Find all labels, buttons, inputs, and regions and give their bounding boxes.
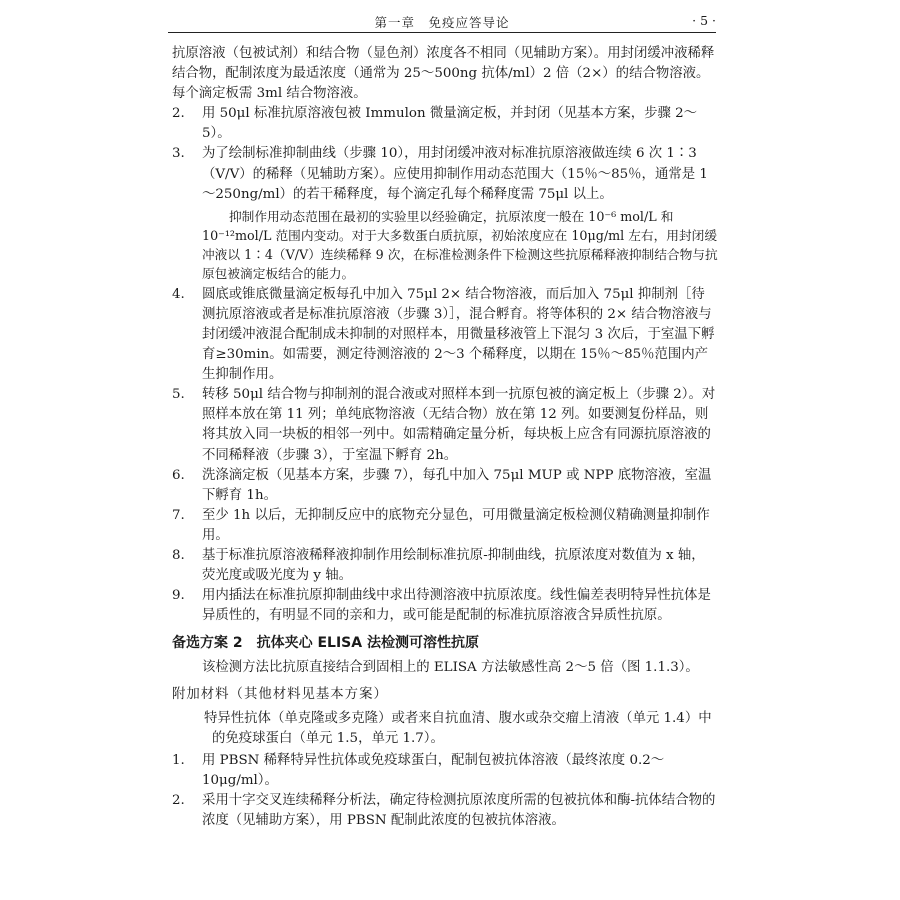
material-entry: 特异性抗体（单克隆或多克隆）或者来自抗血清、腹水或杂交瘤上清液（单元 1.4）中的免疫球蛋白（单元 1.5，单元 1.7）。	[204, 710, 712, 746]
alt-step-2	[172, 791, 718, 831]
step-number: 7.	[172, 507, 185, 523]
page-number: · 5 ·	[692, 13, 716, 28]
step-number: 8.	[172, 547, 185, 563]
running-header	[168, 10, 716, 33]
continued-paragraph: 抗原溶液（包被试剂）和结合物（显色剂）浓度各不相同（见辅助方案）。用封闭缓冲液稀释结合物，配制浓度为最适浓度（通常为 25～500ng 抗体/ml）2 倍（2×）的结合物溶液。每个滴定板需 3ml 结合物溶液。	[172, 46, 715, 102]
step-2	[172, 104, 718, 144]
step-text: 用 50μl 标准抗原溶液包被 Immulon 微量滴定板，并封闭（见基本方案，步骤 2～5）。	[202, 106, 698, 142]
step-number: 4.	[172, 286, 185, 302]
step-number: 9.	[172, 588, 185, 604]
step-4	[172, 285, 718, 385]
step-text: 采用十字交叉连续稀释分析法，确定待检测抗原浓度所需的包被抗体和酶-抗体结合物的浓度（见辅助方案），用 PBSN 配制此浓度的包被抗体溶液。	[202, 793, 716, 829]
step-6	[172, 466, 718, 506]
section-intro: 该检测方法比抗原直接结合到固相上的 ELISA 方法敏感性高 2～5 倍（图 1.1.3）。	[202, 660, 699, 676]
step-text: 至少 1h 以后，无抑制反应中的底物充分显色，可用微量滴定板检测仪精确测量抑制作用。	[202, 507, 710, 543]
step-text: 用 PBSN 稀释特异性抗体或免疫球蛋白，配制包被抗体溶液（最终浓度 0.2～10μg/ml）。	[202, 752, 665, 788]
step-3	[172, 144, 718, 204]
step-5	[172, 385, 718, 465]
step-text: 洗涤滴定板（见基本方案，步骤 7），每孔中加入 75μl MUP 或 NPP 底物溶液，室温下孵育 1h。	[202, 467, 712, 503]
section-heading: 备选方案 2 抗体夹心 ELISA 法检测可溶性抗原	[172, 635, 479, 652]
materials-subheading: 附加材料（其他材料见基本方案）	[172, 686, 388, 702]
step-text: 转移 50μl 结合物与抑制剂的混合液或对照样本到一抗原包被的滴定板上（步骤 2）。对照样本放在第 11 列；单纯底物溶液（无结合物）放在第 12 列。如要测复份样品，则将其放入同一块板的相邻一列中。如需精确定量分析，每块板上应含有同源抗原溶液的不同稀释液（步骤 3），于室温下孵育 2h。	[202, 387, 716, 463]
commentary-note: 抑制作用动态范围在最初的实验里以经验确定，抗原浓度一般在 10⁻⁶ mol/L 和 10⁻¹²mol/L 范围内变动。对于大多数蛋白质抗原，初始浓度应在 10μg/ml 左右，用封闭缓冲液以 1∶4（V/V）连续稀释 9 次，在标准检测条件下检测这些抗原稀释液抑制结合物与抗原包被滴定板结合的能力。	[202, 208, 718, 281]
step-text: 基于标准抗原溶液稀释液抑制作用绘制标准抗原-抑制曲线，抗原浓度对数值为 x 轴，荧光度或吸光度为 y 轴。	[202, 547, 705, 584]
step-text: 圆底或锥底微量滴定板每孔中加入 75μl 2× 结合物溶液，而后加入 75μl 抑制剂［待测抗原溶液或者是标准抗原溶液（步骤 3）］，混合孵育。将等体积的 2× 结合物溶液与封闭缓冲液混合配制成未抑制的对照样本，用微量移液管上下混匀 3 次后，于室温下孵育≥30min。如需要，测定待测溶液的 2～3 个稀释度，以期在 15％～85％范围内产生抑制作用。	[202, 286, 715, 383]
alt-step-1	[172, 751, 718, 791]
step-number: 1.	[172, 752, 185, 768]
step-9	[172, 586, 718, 626]
step-number: 6.	[172, 467, 185, 483]
main-content	[172, 44, 718, 831]
step-number: 2.	[172, 793, 185, 808]
step-number: 5.	[172, 387, 185, 403]
step-7	[172, 506, 718, 546]
step-number: 2.	[172, 106, 185, 122]
chapter-title: 第一章 免疫应答导论	[374, 15, 510, 30]
step-text: 为了绘制标准抑制曲线（步骤 10），用封闭缓冲液对标准抗原溶液做连续 6 次 1∶3（V/V）的稀释（见辅助方案）。应使用抑制作用动态范围大（15％～85％，通常是 1～250ng/ml）的若干稀释度，每个滴定孔每个稀释度需 75μl 以上。	[202, 146, 708, 202]
step-text: 用内插法在标准抗原抑制曲线中求出待测溶液中抗原浓度。线性偏差表明特异性抗体是异质性的，有明显不同的亲和力，或可能是配制的标准抗原溶液含异质性抗原。	[202, 588, 711, 624]
step-8	[172, 546, 718, 586]
step-number: 3.	[172, 146, 185, 162]
